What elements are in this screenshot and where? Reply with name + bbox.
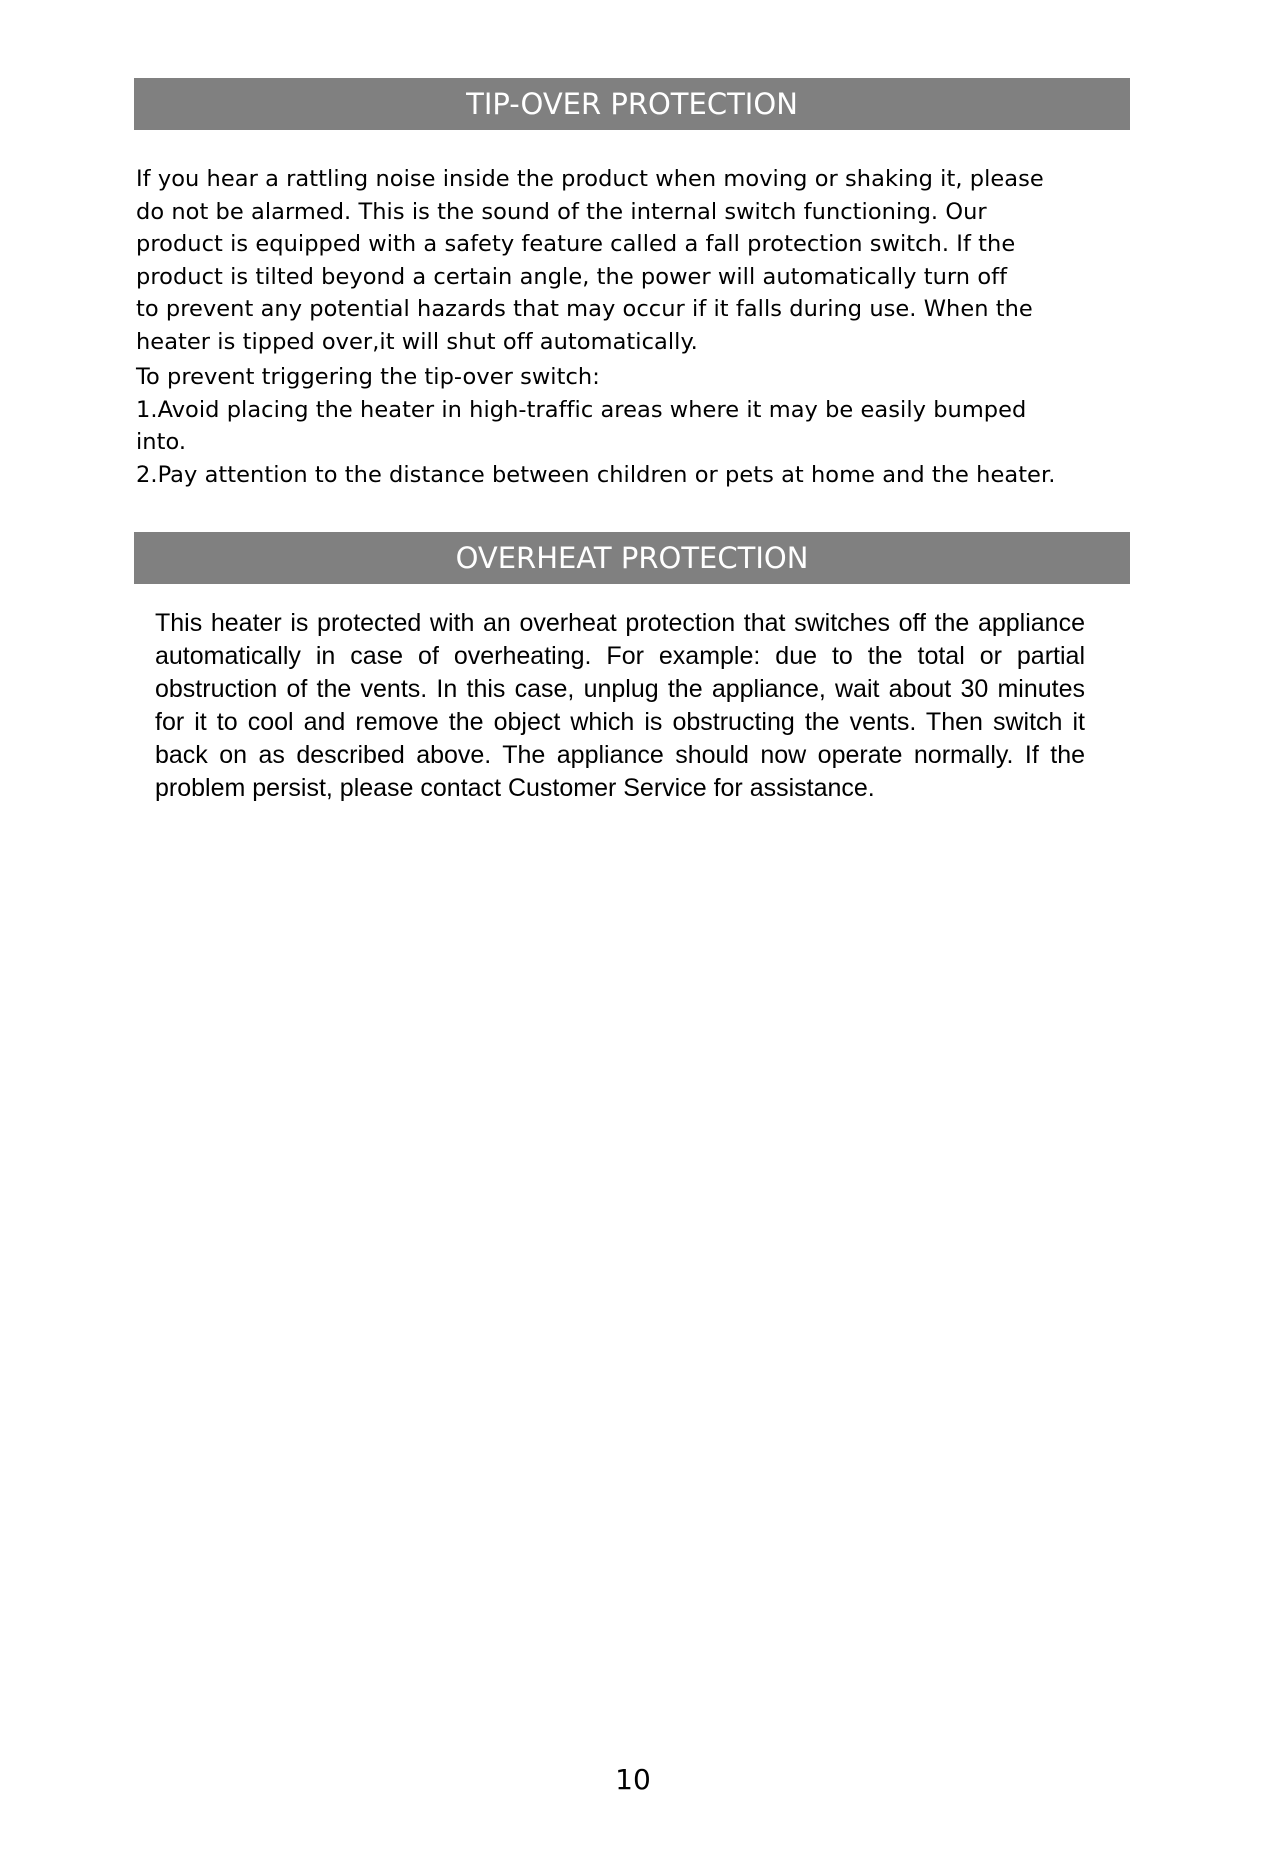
- tip-2: 2.Pay attention to the distance between children or pets at home and the heater.: [136, 461, 1056, 488]
- overheat-protection-heading: OVERHEAT PROTECTION: [134, 532, 1130, 584]
- tip-over-line-2: do not be alarmed. This is the sound of the internal switch functioning. Our: [136, 198, 987, 225]
- tip-over-line-3: product is equipped with a safety feature called a fall protection switch. If the: [136, 231, 1016, 257]
- tip-over-protection-body: [136, 163, 1146, 491]
- tip-over-line-1: If you hear a rattling noise inside the product when moving or shaking it, please: [136, 166, 1044, 192]
- overheat-protection-body: [155, 607, 1085, 805]
- tip-1-line-2: into.: [136, 429, 187, 455]
- prevent-intro: To prevent triggering the tip-over switch:: [136, 364, 600, 390]
- tip-over-protection-heading: TIP-OVER PROTECTION: [134, 78, 1130, 130]
- tip-1-line-1: 1.Avoid placing the heater in high-traffic areas where it may be easily bumped: [136, 396, 1027, 423]
- overheat-paragraph: This heater is protected with an overheat protection that switches off the appliance automatically in case of overheating. For example: due to the total or partial obstruction of the vents. In this case, unplug the appliance, wait about 30 minutes for it to cool and remove the object which is obstructing the vents. Then switch it back on as described above. The appliance should now operate normally. If the problem persist, please contact Customer Service for assistance.: [155, 609, 1085, 802]
- tip-over-line-4: product is tilted beyond a certain angle, the power will automatically turn off: [136, 263, 1008, 290]
- tip-over-line-5: to prevent any potential hazards that may occur if it falls during use. When the: [136, 296, 1033, 322]
- page-number: 10: [615, 1763, 651, 1796]
- tip-over-line-6: heater is tipped over,it will shut off automatically.: [136, 328, 698, 355]
